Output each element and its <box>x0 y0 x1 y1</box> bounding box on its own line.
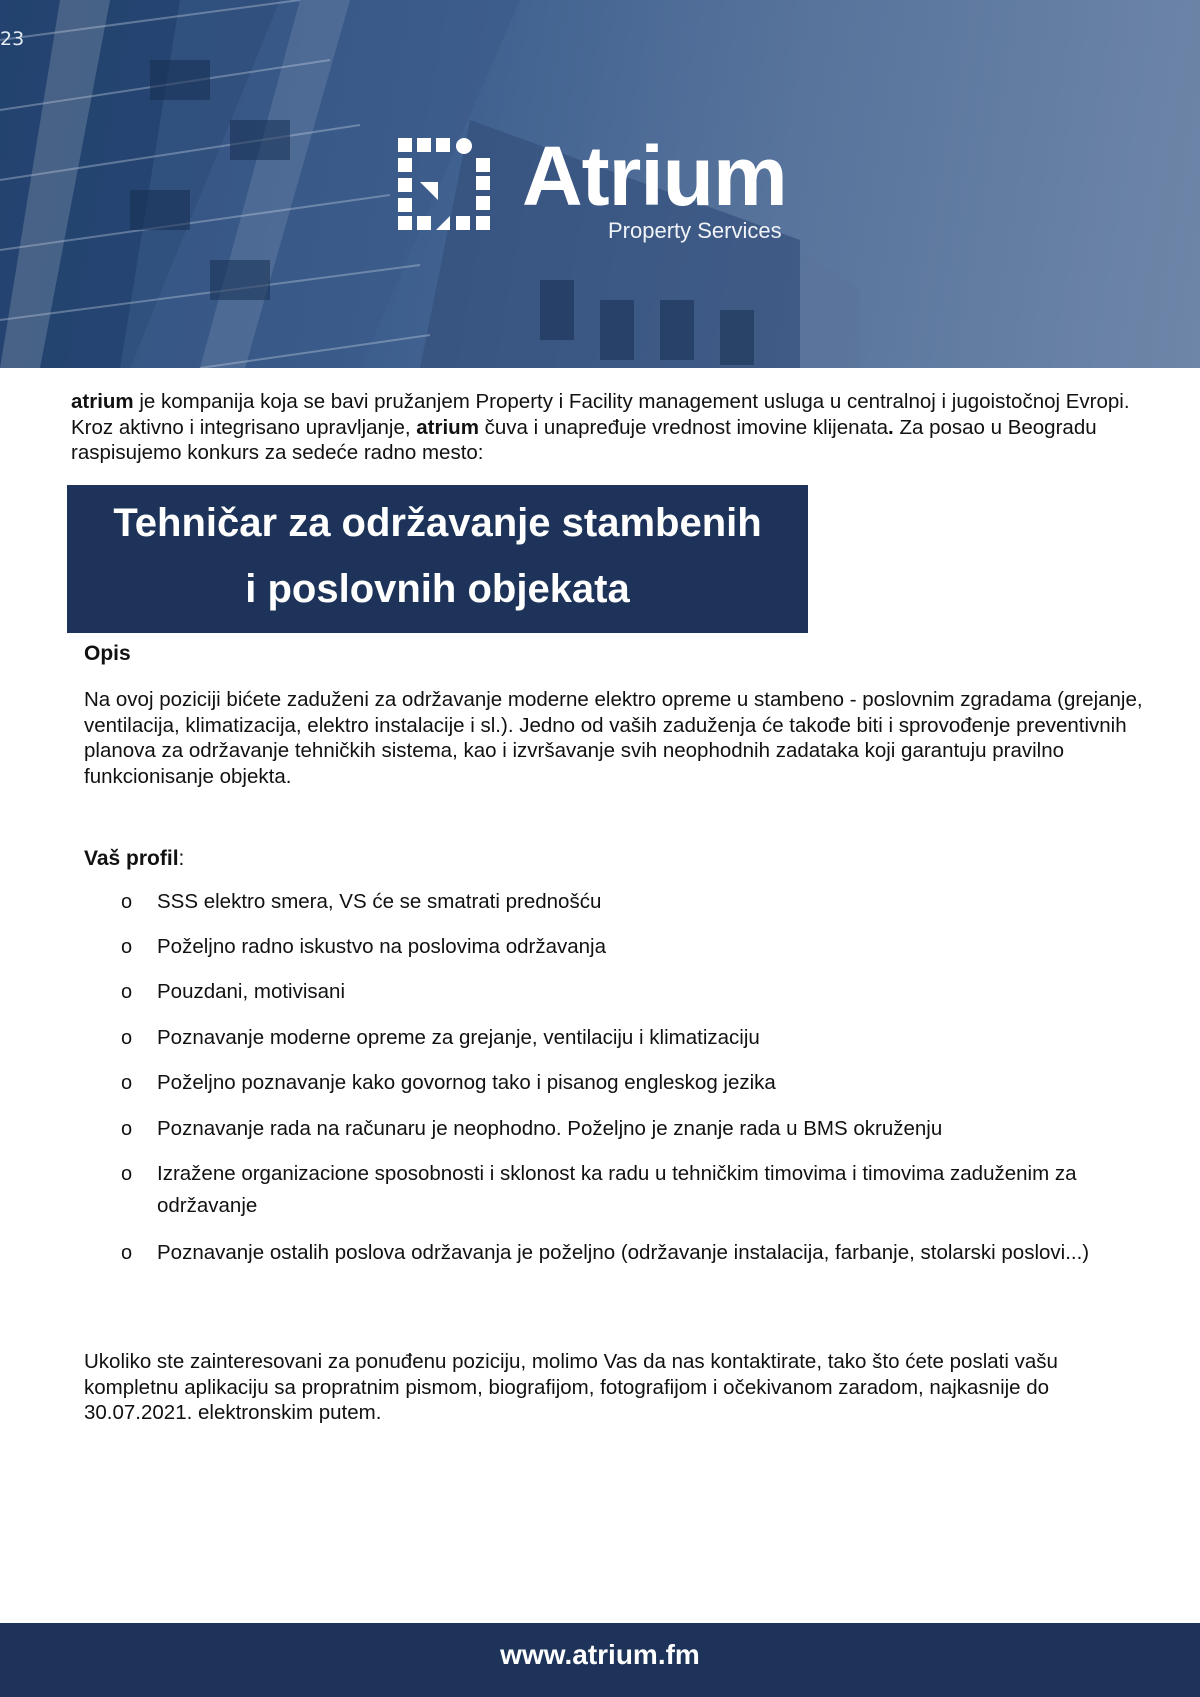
list-item-text: Pouzdani, motivisani <box>157 980 346 1003</box>
logo-name: Atrium <box>522 129 787 223</box>
intro-text: Za posao u Beogradu raspisujemo konkurs za sedeće radno mesto: <box>71 415 1097 464</box>
footer-url: www.atrium.fm <box>500 1639 700 1670</box>
intro-paragraph <box>71 389 1136 466</box>
brand-name: atrium <box>416 415 479 439</box>
bullet: o <box>121 1027 133 1049</box>
footer-bar <box>0 1623 1200 1697</box>
intro-bold-dot: . <box>888 415 894 439</box>
bullet: o <box>121 1242 133 1264</box>
atrium-logo <box>398 129 818 254</box>
job-title-line: i poslovnih objekata <box>245 567 630 611</box>
profile-heading <box>84 847 184 871</box>
bullet: o <box>121 981 133 1003</box>
profile-heading-label: Vaš profil <box>84 847 179 870</box>
job-title-line: Tehničar za održavanje stambenih <box>113 501 762 545</box>
description-text: Na ovoj poziciji bićete zaduženi za održavanje moderne elektro opreme u stambeno - poslovnim zgradama (grejanje, ventilacija, klimatizacija, elektro instalacije i sl.). Jedno od vaših zaduženja će takođe biti i sprovođenje preventivnih planova za održavanje tehničkih sistema, kao i izvršavanje svih neophodnih zadataka koji garantuju pravilno funkcionisanje objekta. <box>84 688 1143 788</box>
bullet: o <box>121 936 133 958</box>
brand-name: atrium <box>71 390 134 413</box>
logo-tagline: Property Services <box>608 218 782 243</box>
bullet: o <box>121 1163 133 1185</box>
list-item-text: Izražene organizacione sposobnosti i sklonost ka radu u tehničkim timovima i timovima zaduženim za održavanje <box>157 1162 1077 1217</box>
intro-text: je kompanija koja se bavi pružanjem Property i Facility management usluga u centralnoj i jugoistočnoj Evropi. Kroz aktivno i integrisano upravljanje, <box>71 390 1130 439</box>
list-item-text: Poznavanje ostalih poslova održavanja je poželjno (održavanje instalacija, farbanje, stolarski poslovi...) <box>157 1241 1090 1264</box>
atrium-mark-icon <box>398 138 490 230</box>
bullet: o <box>121 1118 133 1140</box>
list-item-text: Poznavanje moderne opreme za grejanje, ventilaciju i klimatizaciju <box>157 1026 760 1049</box>
job-title-banner <box>67 485 808 633</box>
intro-text: čuva i unapređuje vrednost imovine klijenata <box>478 415 889 439</box>
bullet: o <box>121 1072 133 1094</box>
list-item-text: Poznavanje rada na računaru je neophodno. Poželjno je znanje rada u BMS okruženju <box>157 1117 943 1140</box>
list-item-text: Poželjno poznavanje kako govornog tako i pisanog engleskog jezika <box>157 1071 776 1094</box>
list-item-text: Poželjno radno iskustvo na poslovima održavanja <box>157 935 606 958</box>
description-heading: Opis <box>84 642 131 665</box>
closing-paragraph: Ukoliko ste zainteresovani za ponuđenu poziciju, molimo Vas da nas kontaktirate, tako što ćete poslati vašu kompletnu aplikaciju sa propratnim pismom, biografijom, fotografijom i očekivanom zaradom, najkasnije do 30.07.2021. elektronskim putem. <box>84 1350 1058 1424</box>
list-item-text: SSS elektro smera, VS će se smatrati prednošću <box>157 890 602 913</box>
profile-heading-colon: : <box>178 847 185 870</box>
header-banner <box>0 0 1200 368</box>
page-number: 23 <box>0 28 25 50</box>
bullet: o <box>121 891 133 913</box>
